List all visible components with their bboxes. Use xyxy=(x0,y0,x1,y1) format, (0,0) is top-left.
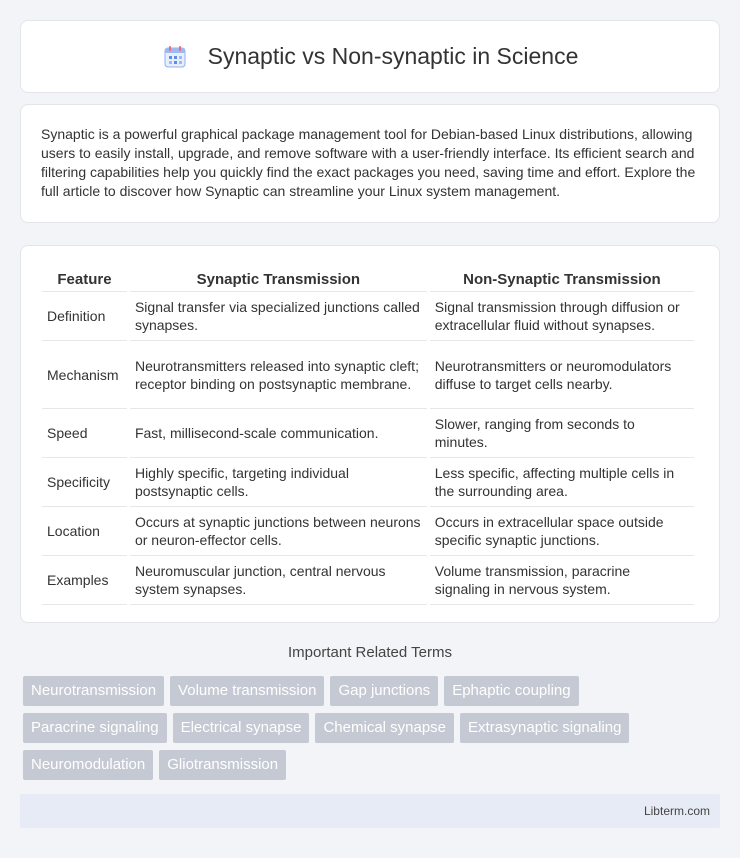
table-row xyxy=(42,341,694,409)
related-term-tag[interactable]: Gliotransmission xyxy=(159,750,286,780)
header-non-synaptic: Non-Synaptic Transmission xyxy=(430,264,694,292)
related-term-tag[interactable]: Chemical synapse xyxy=(315,713,454,743)
comparison-table-card xyxy=(20,245,720,623)
intro-text: Synaptic is a powerful graphical package management tool for Debian-based Linux distributions, allowing users to easily install, upgrade, and remove software with a user-friendly interface. Its efficient search and filtering capabilities help you quickly find the exact packages you need, saving time and effort. Explore the full article to discover how Synaptic can streamline your Linux system management. xyxy=(41,126,696,199)
related-term-tag[interactable]: Ephaptic coupling xyxy=(444,676,578,706)
header-synaptic: Synaptic Transmission xyxy=(130,264,427,292)
feature-cell: Location xyxy=(42,507,127,556)
synaptic-cell: Neuromuscular junction, central nervous system synapses. xyxy=(130,556,427,605)
synaptic-cell: Fast, millisecond-scale communication. xyxy=(130,409,427,458)
non-synaptic-cell: Occurs in extracellular space outside specific synaptic junctions. xyxy=(430,507,694,556)
related-term-tag[interactable]: Volume transmission xyxy=(170,676,324,706)
related-term-tag[interactable]: Neuromodulation xyxy=(23,750,153,780)
non-synaptic-cell: Slower, ranging from seconds to minutes. xyxy=(430,409,694,458)
non-synaptic-cell: Neurotransmitters or neuromodulators diffuse to target cells nearby. xyxy=(430,341,694,409)
footer-site-link[interactable]: Libterm.com xyxy=(643,804,710,818)
title-card xyxy=(20,20,720,93)
table-row xyxy=(42,507,694,556)
related-term-tag[interactable]: Gap junctions xyxy=(330,676,438,706)
non-synaptic-cell: Signal transmission through diffusion or extracellular fluid without synapses. xyxy=(430,292,694,341)
feature-cell: Definition xyxy=(42,292,127,341)
related-terms-list xyxy=(23,676,723,787)
table-row xyxy=(42,292,694,341)
synaptic-cell: Highly specific, targeting individual postsynaptic cells. xyxy=(130,458,427,507)
feature-cell: Mechanism xyxy=(42,341,127,409)
footer xyxy=(20,794,720,828)
related-term-tag[interactable]: Neurotransmission xyxy=(23,676,164,706)
synaptic-cell: Signal transfer via specialized junctions called synapses. xyxy=(130,292,427,341)
table-header-row xyxy=(42,264,694,292)
comparison-table xyxy=(39,264,697,605)
feature-cell: Specificity xyxy=(42,458,127,507)
table-row xyxy=(42,458,694,507)
non-synaptic-cell: Less specific, affecting multiple cells in the surrounding area. xyxy=(430,458,694,507)
table-row xyxy=(42,409,694,458)
calendar-grid-icon xyxy=(162,44,188,70)
non-synaptic-cell: Volume transmission, paracrine signaling in nervous system. xyxy=(430,556,694,605)
related-term-tag[interactable]: Paracrine signaling xyxy=(23,713,167,743)
header-feature: Feature xyxy=(42,264,127,292)
table-row xyxy=(42,556,694,605)
page-title: Synaptic vs Non-synaptic in Science xyxy=(207,43,579,69)
synaptic-cell: Occurs at synaptic junctions between neurons or neuron-effector cells. xyxy=(130,507,427,556)
related-term-tag[interactable]: Electrical synapse xyxy=(173,713,310,743)
intro-card xyxy=(20,104,720,223)
feature-cell: Examples xyxy=(42,556,127,605)
related-terms-title: Important Related Terms xyxy=(288,644,452,661)
feature-cell: Speed xyxy=(42,409,127,458)
related-term-tag[interactable]: Extrasynaptic signaling xyxy=(460,713,629,743)
synaptic-cell: Neurotransmitters released into synaptic cleft; receptor binding on postsynaptic membrane. xyxy=(130,341,427,409)
